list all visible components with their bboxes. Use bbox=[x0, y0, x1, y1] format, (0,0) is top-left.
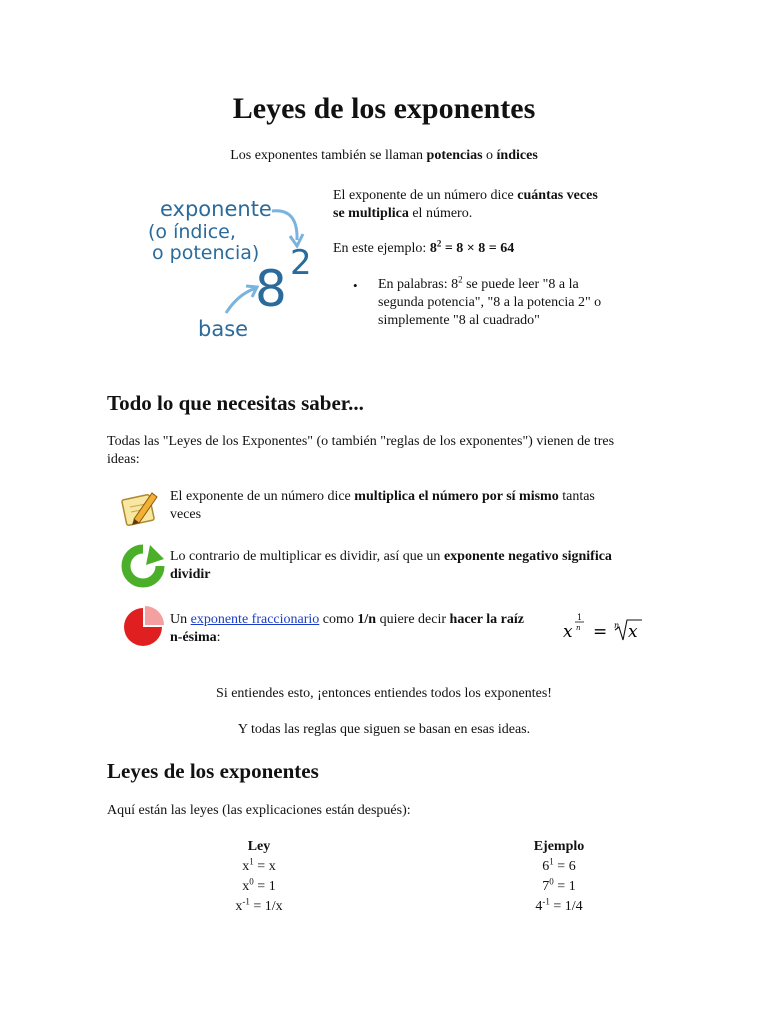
formula-equals: = bbox=[593, 622, 608, 642]
idea-1-pre: El exponente de un número dice bbox=[170, 489, 355, 504]
figure-base-word: base bbox=[198, 317, 249, 341]
bullet-pre: En palabras: bbox=[378, 277, 452, 292]
idea-2-text bbox=[170, 548, 660, 584]
intro-text-post: el número. bbox=[408, 206, 473, 221]
law-cell: $x^1 = x$ bbox=[242, 856, 276, 874]
exponent-diagram bbox=[140, 186, 325, 346]
section2-intro: Aquí están las leyes (las explicaciones están después): bbox=[107, 803, 411, 818]
subtitle-bold-potencias: potencias bbox=[426, 148, 483, 163]
formula-root-index: n bbox=[614, 621, 620, 630]
idea-2-bold: exponente negativo significa bbox=[443, 549, 612, 564]
section-heading-todo: Todo lo que necesitas saber... bbox=[107, 391, 364, 415]
intro-paragraph-2 bbox=[333, 240, 633, 258]
intro-bold-multiplica: se multiplica bbox=[333, 206, 409, 221]
example-exp: 2 bbox=[436, 238, 442, 249]
idea-3-pre: Un bbox=[170, 612, 191, 627]
intro-paragraph-1 bbox=[333, 187, 633, 223]
intro-text: El exponente de un número dice bbox=[333, 188, 518, 203]
idea-1-post: tantas bbox=[558, 489, 595, 504]
formula-radicand: x bbox=[628, 622, 638, 642]
section1-intro bbox=[107, 433, 667, 469]
table-row bbox=[159, 857, 659, 877]
green-return-arrow-icon bbox=[120, 543, 166, 589]
idea-3-bold-1n: 1/n bbox=[357, 612, 377, 627]
subtitle-text-or: o bbox=[482, 148, 497, 163]
red-pie-icon bbox=[121, 605, 165, 649]
example-base: 8 bbox=[429, 241, 437, 256]
idea-3-text bbox=[170, 611, 570, 647]
nth-root-formula bbox=[560, 610, 650, 644]
figure-base-digit: 8 bbox=[255, 260, 287, 318]
example-cell: $7^0 = 1$ bbox=[542, 876, 576, 894]
exponent-arrow-icon bbox=[272, 211, 297, 240]
formula-denominator: n bbox=[576, 624, 581, 632]
figure-alt-line1: (o índice, bbox=[148, 221, 236, 243]
figure-alt-line2: o potencia) bbox=[152, 242, 260, 264]
laws-table-header bbox=[159, 837, 659, 857]
formula-numerator: 1 bbox=[577, 613, 583, 622]
example-cell: $4^{-1} = 1/4$ bbox=[535, 896, 583, 914]
pencil-notepad-icon bbox=[120, 487, 160, 527]
idea-2-pre: Lo contrario de multiplicar es dividir, así que un bbox=[170, 549, 444, 564]
intro-bold-cuantas: cuántas veces bbox=[517, 188, 598, 203]
bullet-text bbox=[378, 276, 648, 330]
base-arrow-icon bbox=[226, 288, 256, 313]
law-cell: $x^0 = 1$ bbox=[242, 876, 276, 894]
subtitle-bold-indices: índices bbox=[496, 148, 538, 163]
page-title: Leyes de los exponentes bbox=[232, 92, 536, 125]
col-header-example: Ejemplo bbox=[533, 839, 585, 854]
section1-intro-line2: ideas: bbox=[107, 452, 140, 467]
bullet-dot: • bbox=[353, 278, 358, 293]
idea-3-mid2: quiere decir bbox=[376, 612, 450, 627]
idea-3-mid: como bbox=[319, 612, 358, 627]
bullet-line1: se puede leer "8 a la bbox=[462, 277, 579, 292]
table-row bbox=[159, 897, 659, 917]
idea-3-line2-post: : bbox=[216, 630, 221, 645]
idea-3-bold-raiz: hacer la raíz bbox=[449, 612, 524, 627]
bullet-base: 8 bbox=[451, 277, 459, 292]
col-header-law: Ley bbox=[247, 839, 271, 854]
fractional-exponent-link[interactable]: exponente fraccionario bbox=[190, 612, 320, 627]
bullet-exp: 2 bbox=[458, 274, 463, 285]
bullet-line3: simplemente "8 al cuadrado" bbox=[378, 313, 540, 328]
closing-line-2: Y todas las reglas que siguen se basan en esas ideas. bbox=[237, 722, 531, 737]
idea-1-bold: multiplica el número por sí mismo bbox=[354, 489, 559, 504]
idea-1-line2: veces bbox=[170, 507, 202, 522]
law-cell: $x^{-1} = 1/x$ bbox=[235, 896, 283, 914]
subtitle bbox=[0, 147, 768, 165]
section1-intro-line1: Todas las "Leyes de los Exponentes" (o también "reglas de los exponentes") vienen de tres bbox=[107, 434, 615, 449]
laws-table bbox=[159, 837, 659, 917]
table-row bbox=[159, 877, 659, 897]
idea-1-text bbox=[170, 488, 650, 524]
formula-base-x: x bbox=[563, 622, 573, 642]
example-label: En este ejemplo: bbox=[333, 241, 430, 256]
figure-exp-digit: 2 bbox=[290, 243, 312, 283]
section-heading-leyes: Leyes de los exponentes bbox=[107, 759, 319, 783]
idea-3-line2-bold: n-ésima bbox=[170, 630, 217, 645]
idea-2-line2-bold: dividir bbox=[170, 567, 211, 582]
closing-line-1: Si entiendes esto, ¡entonces entiendes todos los exponentes! bbox=[216, 686, 552, 701]
example-rest: = 8 × 8 = 64 bbox=[441, 241, 515, 256]
figure-exponent-word: exponente bbox=[160, 197, 272, 221]
subtitle-text: Los exponentes también se llaman bbox=[230, 148, 427, 163]
example-cell: $6^1 = 6$ bbox=[542, 856, 576, 874]
bullet-line2: segunda potencia", "8 a la potencia 2" o bbox=[378, 295, 602, 310]
